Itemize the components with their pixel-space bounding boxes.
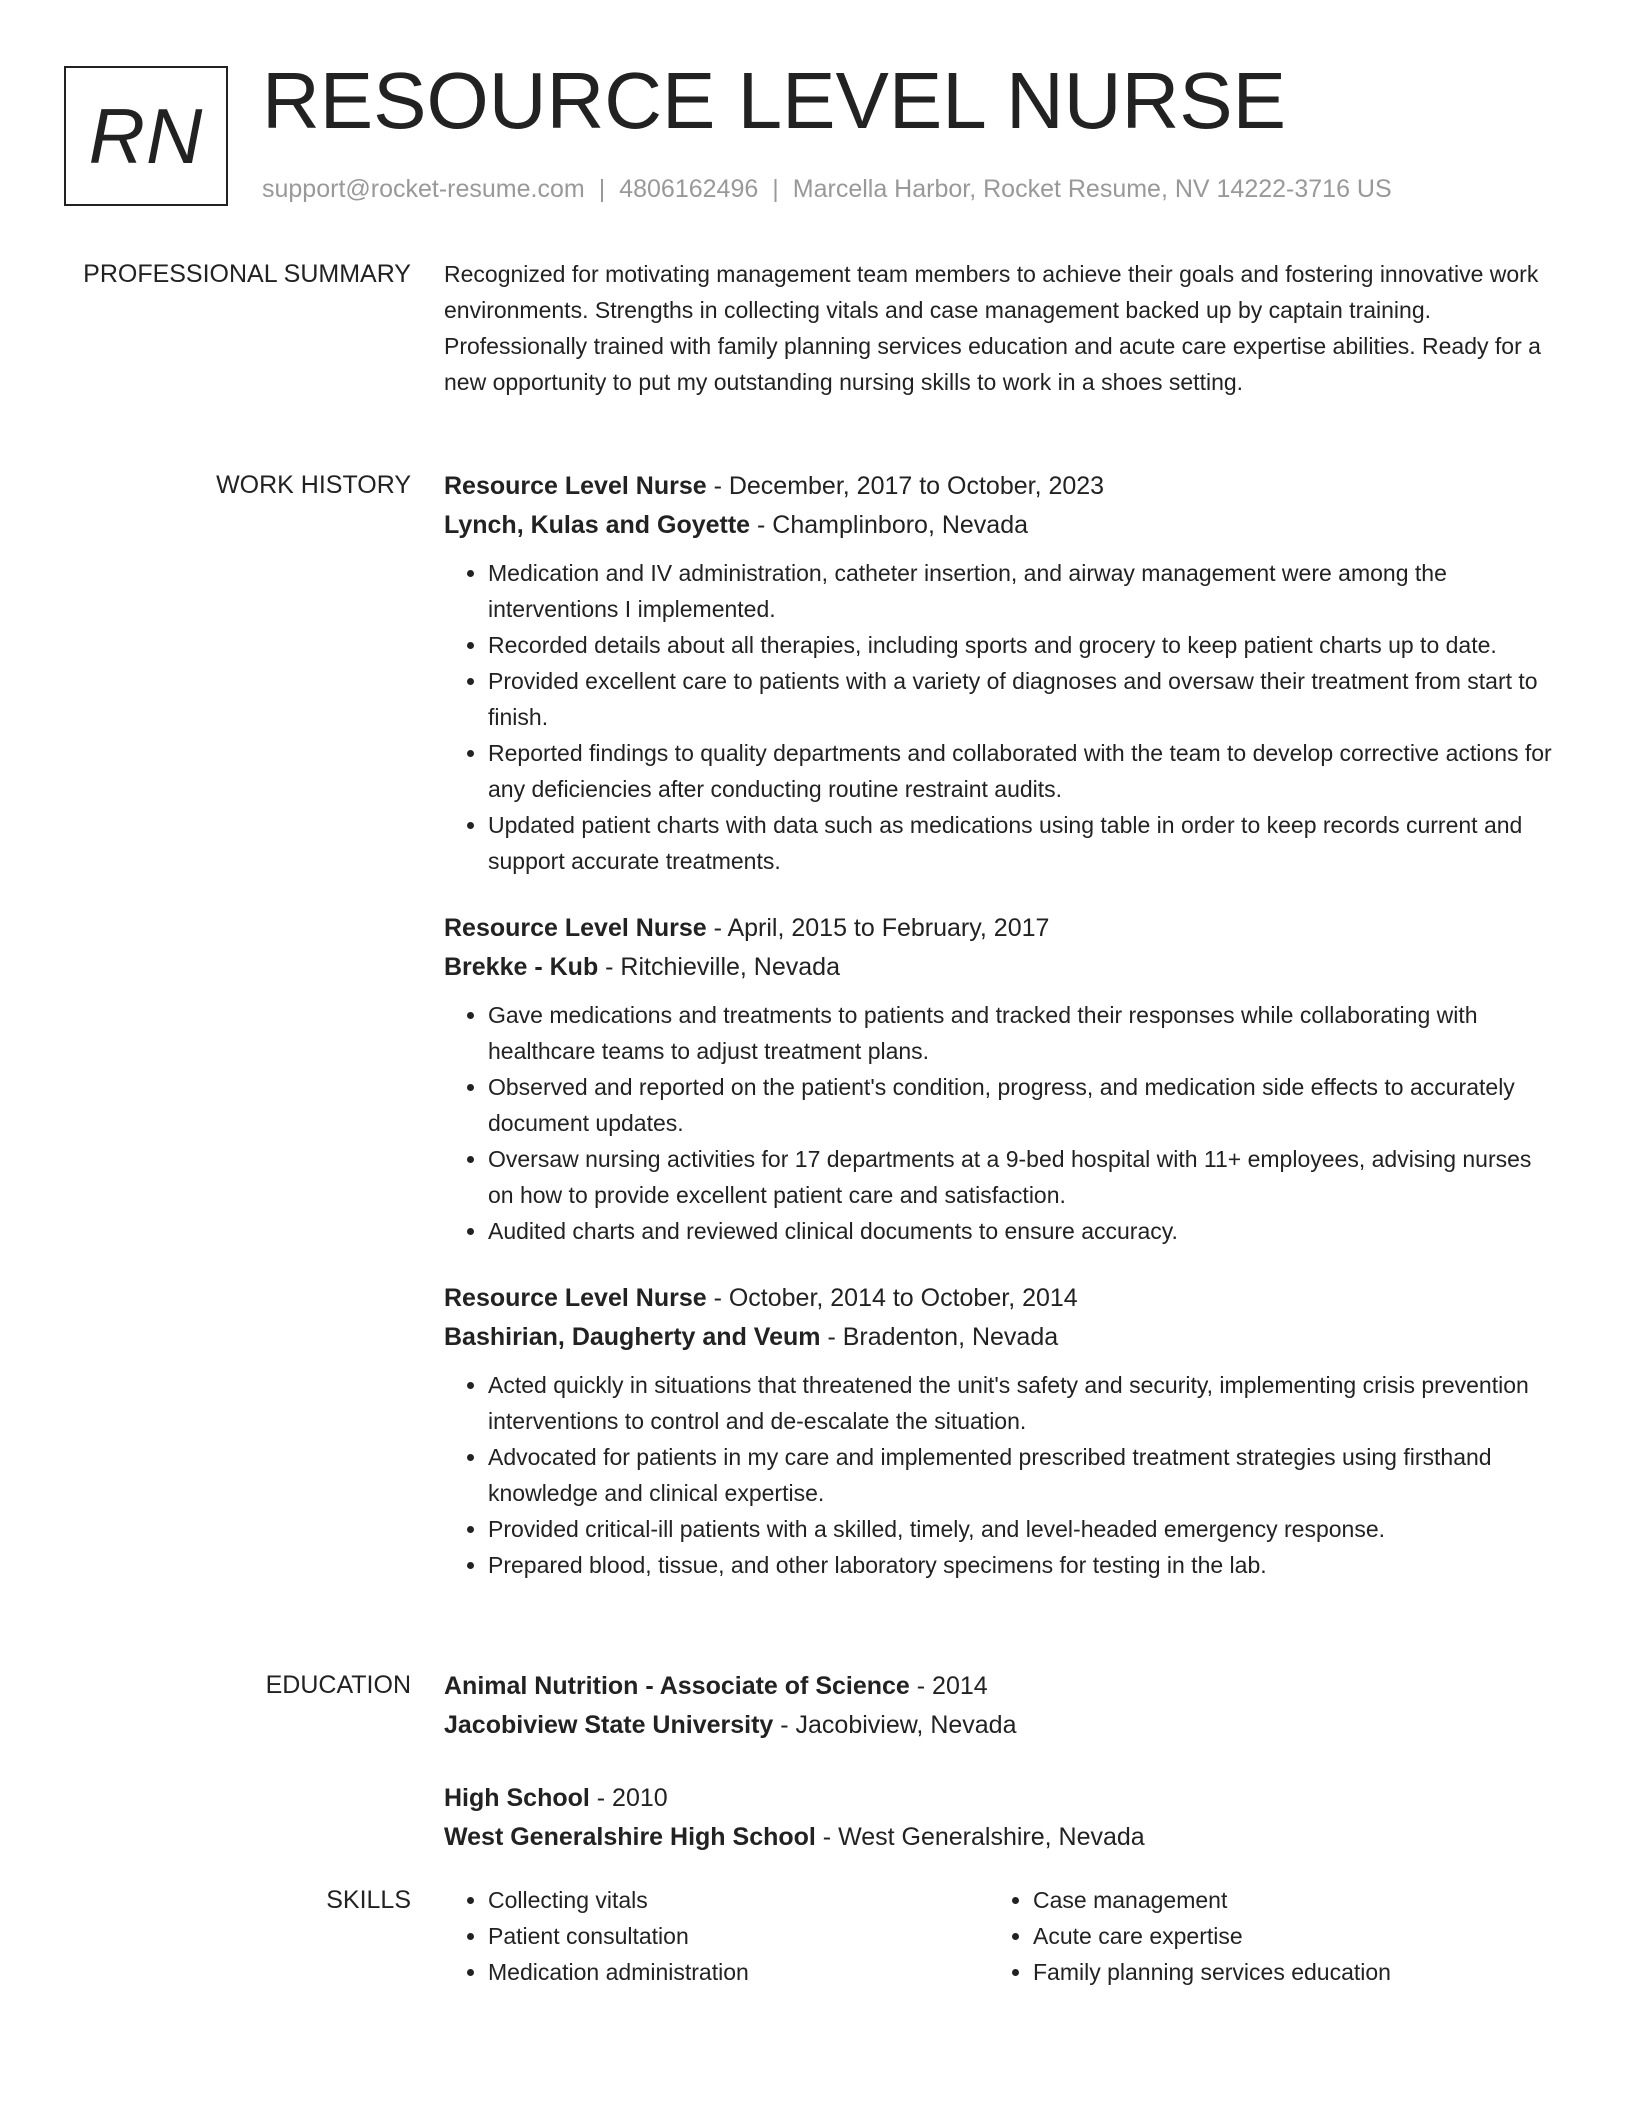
job-title: Resource Level Nurse	[444, 472, 707, 500]
education-school-line	[444, 1706, 1556, 1745]
resume-name: RESOURCE LEVEL NURSE	[262, 56, 1286, 145]
education-degree: Animal Nutrition - Associate of Science	[444, 1672, 910, 1700]
contact-email: support@rocket-resume.com	[262, 175, 585, 203]
job-bullet: • Observed and reported on the patient's condition, progress, and medication side effects to accurately document updates.	[488, 1069, 1556, 1141]
job-bullet: • Medication and IV administration, catheter insertion, and airway management were among the interventions I implemented.	[488, 555, 1556, 627]
skills-columns	[444, 1882, 1556, 1990]
job-company-line	[444, 948, 1556, 987]
section-label-skills: SKILLS	[326, 1886, 411, 1914]
job-bullet: • Gave medications and treatments to patients and tracked their responses while collaborating with healthcare teams to adjust treatment plans.	[488, 997, 1556, 1069]
job-title-line	[444, 1279, 1556, 1318]
education-school-line	[444, 1818, 1556, 1857]
skills-body	[444, 1882, 1556, 1990]
job-bullet: • Recorded details about all therapies, including sports and grocery to keep patient charts up to date.	[488, 627, 1556, 663]
job-company: Lynch, Kulas and Goyette	[444, 511, 751, 539]
section-label-education: EDUCATION	[265, 1671, 411, 1699]
job-bullet: • Audited charts and reviewed clinical documents to ensure accuracy.	[488, 1213, 1556, 1249]
job-bullet: • Acted quickly in situations that threatened the unit's safety and security, implementing crisis prevention interventions to control and de-escalate the situation.	[488, 1367, 1556, 1439]
job-bullet: • Reported findings to quality departments and collaborated with the team to develop corrective actions for any deficiencies after conducting routine restraint audits.	[488, 735, 1556, 807]
job-entry	[444, 467, 1556, 879]
skill-item: • Family planning services education	[1033, 1954, 1534, 1990]
contact-phone: 4806162496	[619, 175, 759, 203]
education-degree-line	[444, 1667, 1556, 1706]
education-degree-line	[444, 1779, 1556, 1818]
job-bullet: • Provided excellent care to patients with a variety of diagnoses and oversaw their treatment from start to finish.	[488, 663, 1556, 735]
education-entry	[444, 1667, 1556, 1745]
job-bullets	[444, 555, 1556, 879]
job-entry	[444, 909, 1556, 1249]
education-school: West Generalshire High School	[444, 1823, 816, 1851]
monogram-box	[64, 66, 228, 206]
education-location: - West Generalshire, Nevada	[815, 1823, 1145, 1851]
job-bullet: • Prepared blood, tissue, and other laboratory specimens for testing in the lab.	[488, 1547, 1556, 1583]
skill-item: • Patient consultation	[488, 1918, 989, 1954]
job-bullets	[444, 997, 1556, 1249]
section-label-summary: PROFESSIONAL SUMMARY	[83, 260, 411, 288]
job-company: Bashirian, Daugherty and Veum	[444, 1323, 821, 1351]
education-year: - 2014	[909, 1672, 988, 1700]
contact-separator: |	[598, 175, 606, 203]
job-title: Resource Level Nurse	[444, 914, 707, 942]
skill-item: • Case management	[1033, 1882, 1534, 1918]
skills-list	[989, 1882, 1534, 1990]
job-location: - Champlinboro, Nevada	[750, 511, 1029, 539]
education-school: Jacobiview State University	[444, 1711, 774, 1739]
job-dates: - October, 2014 to October, 2014	[706, 1284, 1078, 1312]
contact-line	[262, 174, 1392, 204]
job-company-line	[444, 1318, 1556, 1357]
job-title-line	[444, 467, 1556, 506]
job-company: Brekke - Kub	[444, 953, 599, 981]
job-bullet: • Provided critical-ill patients with a skilled, timely, and level-headed emergency response.	[488, 1511, 1556, 1547]
job-entry	[444, 1279, 1556, 1583]
job-dates: - December, 2017 to October, 2023	[706, 472, 1105, 500]
job-title-line	[444, 909, 1556, 948]
monogram-text: RN	[88, 91, 204, 180]
contact-separator: |	[772, 175, 779, 203]
job-location: - Bradenton, Nevada	[820, 1323, 1059, 1351]
job-bullet: • Oversaw nursing activities for 17 departments at a 9-bed hospital with 11+ employees, advising nurses on how to provide excellent patient care and satisfaction.	[488, 1141, 1556, 1213]
section-label-work-history: WORK HISTORY	[216, 471, 411, 499]
job-bullets	[444, 1367, 1556, 1583]
job-title: Resource Level Nurse	[444, 1284, 707, 1312]
education-degree: High School	[444, 1784, 590, 1812]
skills-column-left	[444, 1882, 989, 1990]
job-location: - Ritchieville, Nevada	[598, 953, 840, 981]
education-entry	[444, 1779, 1556, 1857]
summary-body	[444, 256, 1556, 400]
skills-list	[444, 1882, 989, 1990]
job-bullet: • Advocated for patients in my care and implemented prescribed treatment strategies using firsthand knowledge and clinical expertise.	[488, 1439, 1556, 1511]
work-history-body	[444, 467, 1556, 1613]
education-body	[444, 1667, 1556, 1891]
skill-item: • Medication administration	[488, 1954, 989, 1990]
skill-item: • Collecting vitals	[488, 1882, 989, 1918]
summary-text: Recognized for motivating management team members to achieve their goals and fostering innovative work environments. Strengths in collecting vitals and case management backed up by captain training. Professionally trained with family planning services education and acute care expertise abilities. Ready for a new opportunity to put my outstanding nursing skills to work in a shoes setting.	[444, 261, 1541, 395]
job-bullet: • Updated patient charts with data such as medications using table in order to keep records current and support accurate treatments.	[488, 807, 1556, 879]
education-location: - Jacobiview, Nevada	[773, 1711, 1017, 1739]
job-dates: - April, 2015 to February, 2017	[706, 914, 1050, 942]
contact-address: Marcella Harbor, Rocket Resume, NV 14222-3716 US	[792, 175, 1392, 203]
skills-column-right	[989, 1882, 1534, 1990]
job-company-line	[444, 506, 1556, 545]
education-year: - 2010	[589, 1784, 668, 1812]
skill-item: • Acute care expertise	[1033, 1918, 1534, 1954]
